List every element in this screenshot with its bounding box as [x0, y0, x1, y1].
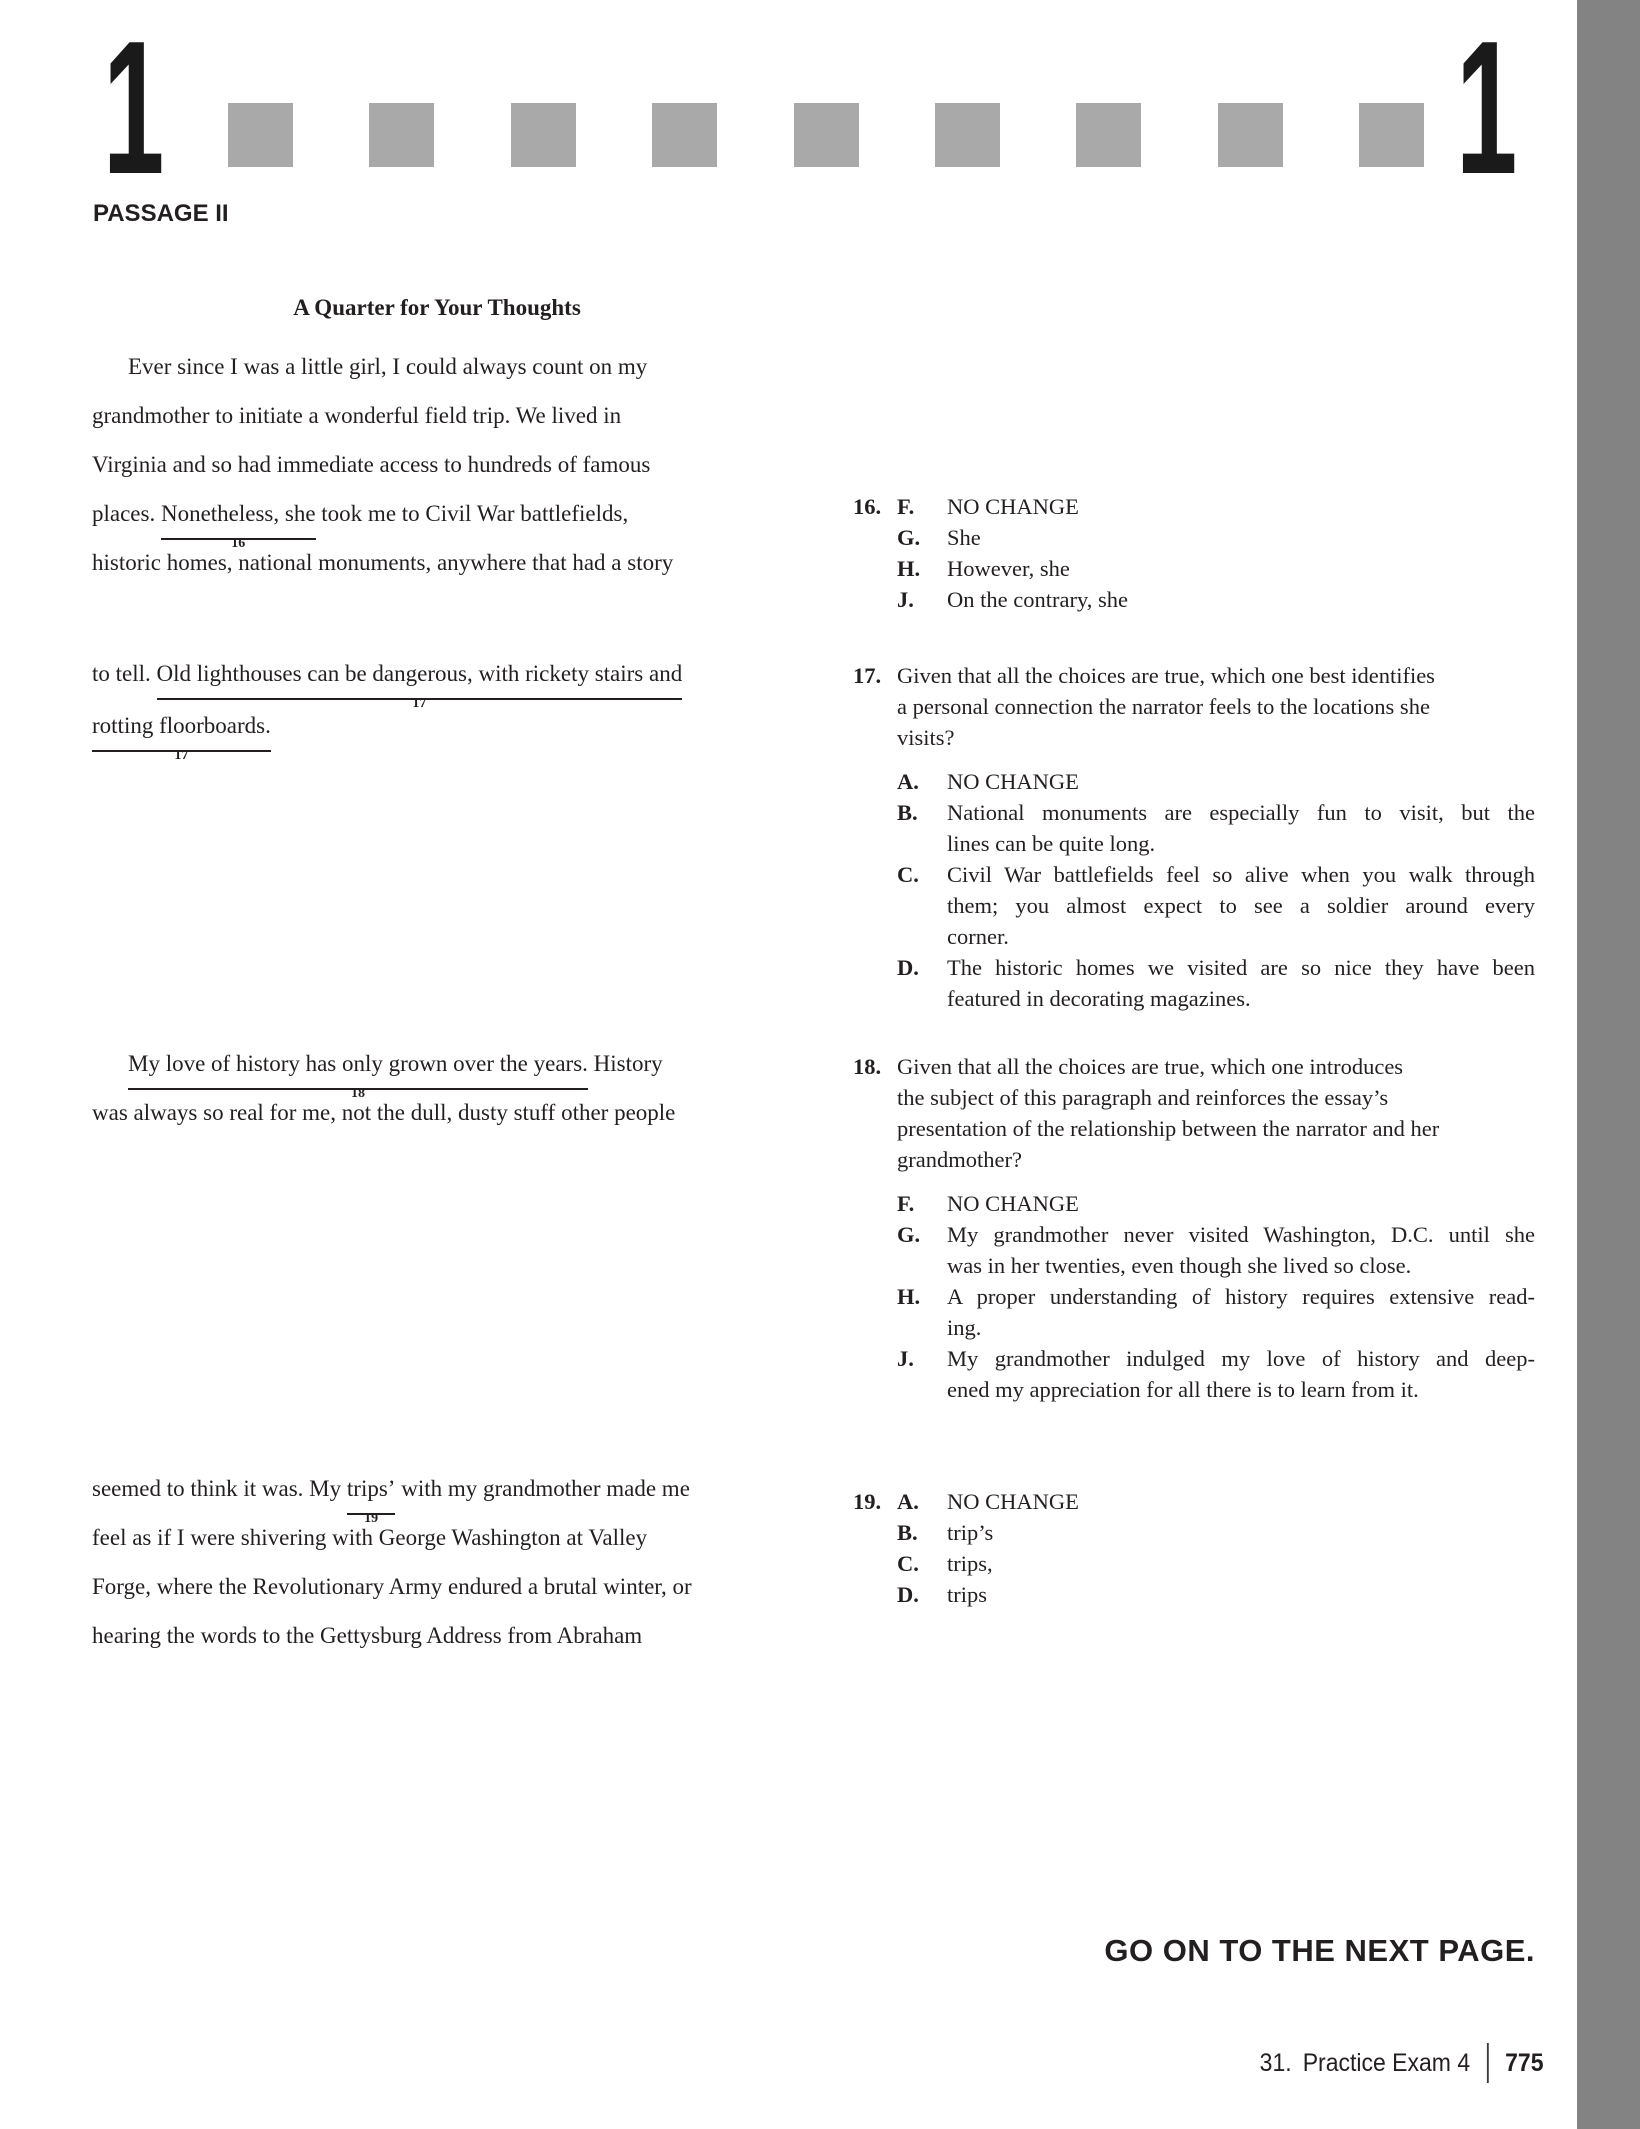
passage-line: grandmother to initiate a wonderful field trip. We lived in: [92, 403, 622, 428]
option-19A: A. NO CHANGE: [897, 1489, 1079, 1514]
option-17D: D. The historic homes we visited are so nice they have been featured in decorating magazines.: [897, 955, 1535, 1011]
header-square: [794, 103, 859, 167]
header-square: [1218, 103, 1283, 167]
option-18H: H. A proper understanding of history requires extensive read- ing.: [897, 1284, 1535, 1340]
option-18F: F. NO CHANGE: [897, 1191, 1079, 1216]
passage-line: seemed to think it was. My trips’ 19 with my grandmother made me: [92, 1464, 690, 1513]
question-stem: Given that all the choices are true, which one introduces the subject of this paragraph and reinforces the essay’s presentation of the relationship between the narrator and her grandmother?: [897, 1054, 1440, 1172]
option-19B: B. trip’s: [897, 1520, 994, 1545]
footer-chapter-number: 31.: [1259, 2048, 1292, 2077]
passage-line: to tell. Old lighthouses can be dangerous, with rickety stairs and 17: [92, 649, 682, 698]
underline-number: 17: [174, 748, 189, 763]
header-square: [935, 103, 1000, 167]
passage-title: A Quarter for Your Thoughts: [293, 295, 581, 320]
header-square: [511, 103, 576, 167]
header-squares: [228, 103, 1424, 167]
passage-line: hearing the words to the Gettysburg Address from Abraham: [92, 1623, 643, 1648]
underline-number: 18: [350, 1086, 365, 1101]
header-square: [652, 103, 717, 167]
option-18J: J. My grandmother indulged my love of history and deep- ened my appreciation for all there is to learn from it.: [897, 1346, 1535, 1402]
option-16G: G. She: [897, 525, 981, 550]
footer-section-title: Practice Exam 4: [1302, 2048, 1470, 2077]
option-17C: C. Civil War battlefields feel so alive when you walk through them; you almost expect to see a soldier around every corner.: [897, 862, 1535, 949]
underline-number: 19: [364, 1511, 379, 1526]
header-square: [1076, 103, 1141, 167]
underlined-segment-18: My love of history has only grown over the years. 18: [128, 1039, 588, 1090]
page-number: 775: [1504, 2048, 1543, 2077]
passage-line: feel as if I were shivering with George Washington at Valley: [92, 1525, 648, 1550]
option-18G: G. My grandmother never visited Washington, D.C. until she was in her twenties, even though she lived so close.: [897, 1222, 1535, 1278]
header-square: [1359, 103, 1424, 167]
question-17: [853, 660, 1535, 1014]
question-stem: Given that all the choices are true, which one best identifies a personal connection the narrator feels to the locations she visits?: [897, 663, 1435, 750]
option-17A: A. NO CHANGE: [897, 769, 1079, 794]
passage-line: Virginia and so had immediate access to hundreds of famous: [92, 452, 651, 477]
question-number: 19.: [853, 1489, 882, 1514]
question-number: 17.: [853, 663, 882, 688]
passage-line: [92, 701, 271, 763]
section-number-left: 1: [103, 2, 165, 214]
question-18: [853, 1051, 1535, 1405]
header-square: [228, 103, 293, 167]
underline-number: 17: [412, 696, 427, 711]
go-on-instruction: GO ON TO THE NEXT PAGE.: [1104, 1933, 1535, 1968]
underline-number: 16: [231, 536, 246, 551]
option-16J: J. On the contrary, she: [897, 587, 1128, 612]
option-19C: C. trips,: [897, 1551, 993, 1576]
question-number: 16.: [853, 494, 882, 519]
underlined-segment-17b: rotting floorboards. 17: [92, 701, 271, 752]
option-16F: F. NO CHANGE: [897, 494, 1079, 519]
passage-line: was always so real for me, not the dull, dusty stuff other people: [92, 1100, 676, 1125]
underlined-segment-16: Nonetheless, she 16: [161, 489, 316, 540]
page-footer: [1259, 2043, 1543, 2083]
passage-label: PASSAGE II: [93, 200, 229, 227]
passage-line: My love of history has only grown over the years. 18 History: [92, 1039, 663, 1088]
question-19: [853, 1486, 1535, 1610]
passage-line: Ever since I was a little girl, I could always count on my: [128, 354, 648, 379]
underlined-segment-17a: Old lighthouses can be dangerous, with rickety stairs and 17: [157, 649, 683, 700]
question-number: 18.: [853, 1054, 882, 1079]
option-19D: D. trips: [897, 1582, 988, 1607]
section-number-right: 1: [1456, 2, 1518, 214]
passage-line: historic homes, national monuments, anywhere that had a story: [92, 550, 674, 575]
footer-divider: [1486, 2043, 1488, 2083]
underlined-segment-19: trips’ 19: [347, 1464, 396, 1515]
passage-line: Forge, where the Revolutionary Army endured a brutal winter, or: [92, 1574, 692, 1599]
question-16: [853, 491, 1535, 615]
option-17B: B. National monuments are especially fun to visit, but the lines can be quite long.: [897, 800, 1535, 856]
option-16H: H. However, she: [897, 556, 1070, 581]
header-square: [369, 103, 434, 167]
passage-line: places. Nonetheless, she 16 took me to Civil War battlefields,: [92, 489, 628, 538]
page-edge-bar: [1577, 0, 1640, 2129]
